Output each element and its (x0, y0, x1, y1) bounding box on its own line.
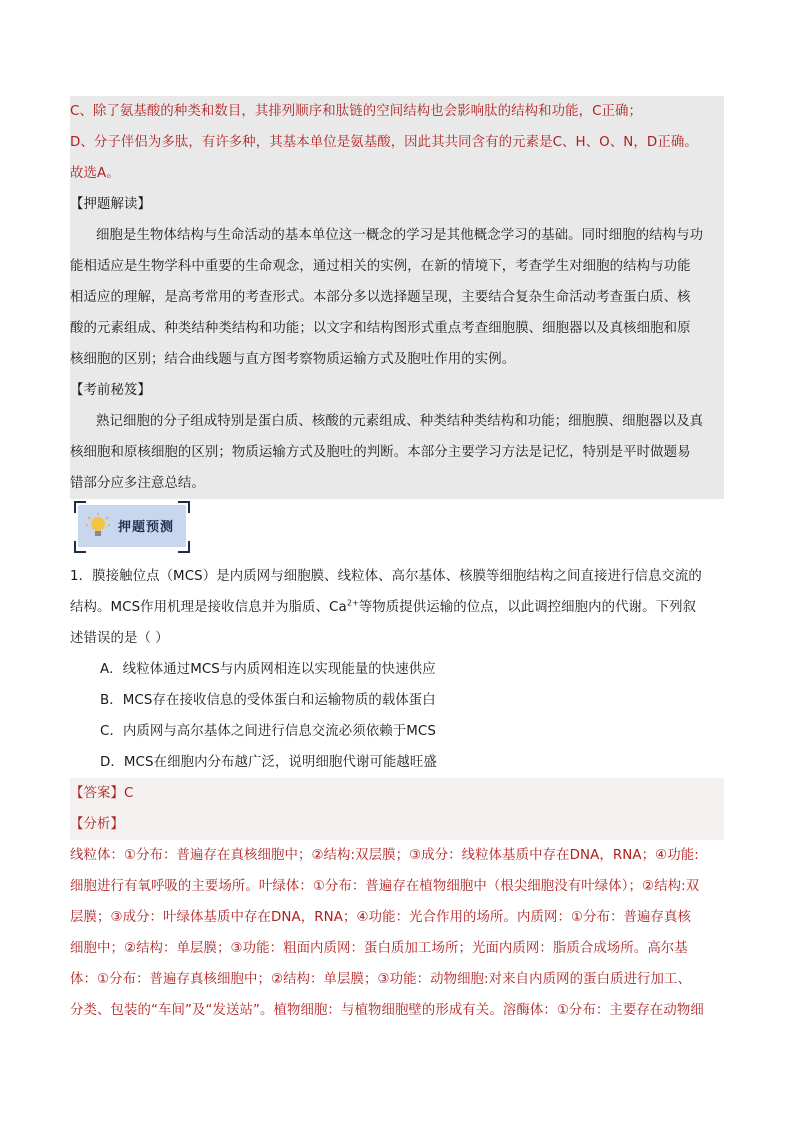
analysis-line: 层膜；③成分：叶绿体基质中存在DNA，RNA；④功能：光合作用的场所。内质网：①分布：普遍存真核 (70, 910, 692, 925)
question-line-2-a: 结构。MCS作用机理是接收信息并为脂质、Ca (70, 600, 347, 615)
tips-line: 错部分应多注意总结。 (70, 468, 724, 499)
interpretation-line: 核细胞的区别；结合曲线题与直方图考察物质运输方式及胞吐作用的实例。 (70, 344, 724, 375)
prev-answer-conclusion: 故选A。 (70, 158, 724, 189)
option-b: B．MCS存在接收信息的受体蛋白和运输物质的载体蛋白 (100, 693, 436, 708)
tips-line: 熟记细胞的分子组成特别是蛋白质、核酸的元素组成、种类结种类结构和功能；细胞膜、细胞器以及真 (70, 406, 724, 437)
analysis-line: 分类、包装的“车间”及“发送站”。植物细胞：与植物细胞壁的形成有关。溶酶体：①分布：主要存在动物细 (70, 1003, 704, 1018)
answer-label: 【答案】C (70, 778, 724, 809)
lightbulb-icon (86, 513, 110, 541)
interpretation-title: 【押题解读】 (70, 189, 724, 220)
analysis-line: 体：①分布：普遍存真核细胞中；②结构：单层膜；③功能：动物细胞:对来自内质网的蛋白质进行加工、 (70, 972, 692, 987)
option-a: A．线粒体通过MCS与内质网相连以实现能量的快速供应 (100, 662, 436, 677)
analysis-line: 细胞进行有氧呼吸的主要场所。叶绿体：①分布：普遍存在植物细胞中（根尖细胞没有叶绿体）；②结构:双 (70, 879, 700, 894)
banner-box (78, 505, 186, 547)
question-line-2 (70, 592, 724, 623)
interpretation-line: 能相适应是生物学科中重要的生命观念，通过相关的实例，在新的情境下，考查学生对细胞的结构与功能 (70, 251, 724, 282)
question-line-2-b: 等物质提供运输的位点，以此调控细胞内的代谢。下列叙 (358, 600, 697, 615)
prev-answer-line-c: C、除了氨基酸的种类和数目，其排列顺序和肽链的空间结构也会影响肽的结构和功能，C正确； (70, 96, 724, 127)
tips-title: 【考前秘笈】 (70, 375, 724, 406)
analysis-line: 细胞中；②结构：单层膜；③功能：粗面内质网：蛋白质加工场所；光面内质网：脂质合成场所。高尔基 (70, 941, 688, 956)
question-line-3: 述错误的是（ ） (70, 631, 169, 646)
option-c: C．内质网与高尔基体之间进行信息交流必须依赖于MCS (100, 724, 436, 739)
interpretation-line: 相适应的理解，是高考常用的考查形式。本部分多以选择题呈现，主要结合复杂生命活动考查蛋白质、核 (70, 282, 724, 313)
analysis-line: 线粒体：①分布：普遍存在真核细胞中；②结构:双层膜；③成分：线粒体基质中存在DNA，RNA；④功能: (70, 848, 699, 863)
banner-label: 押题预测 (118, 520, 175, 535)
option-d: D．MCS在细胞内分布越广泛，说明细胞代谢可能越旺盛 (100, 755, 437, 770)
analysis-title: 【分析】 (70, 809, 724, 840)
document-page (70, 96, 724, 1026)
tips-line: 核细胞和原核细胞的区别；物质运输方式及胞吐的判断。本部分主要学习方法是记忆，特别是平时做题易 (70, 437, 724, 468)
prev-answer-line-d: D、分子伴侣为多肽，有许多种，其基本单位是氨基酸，因此其共同含有的元素是C、H、O、N，D正确。 (70, 127, 724, 158)
calcium-charge: 2+ (346, 598, 359, 608)
interpretation-line: 酸的元素组成、种类结种类结构和功能；以文字和结构图形式重点考查细胞膜、细胞器以及真核细胞和原 (70, 313, 724, 344)
question-line-1: 1．膜接触位点（MCS）是内质网与细胞膜、线粒体、高尔基体、核膜等细胞结构之间直接进行信息交流的 (70, 569, 702, 584)
interpretation-line: 细胞是生物体结构与生命活动的基本单位这一概念的学习是其他概念学习的基础。同时细胞的结构与功 (70, 220, 724, 251)
prediction-banner (70, 501, 724, 561)
